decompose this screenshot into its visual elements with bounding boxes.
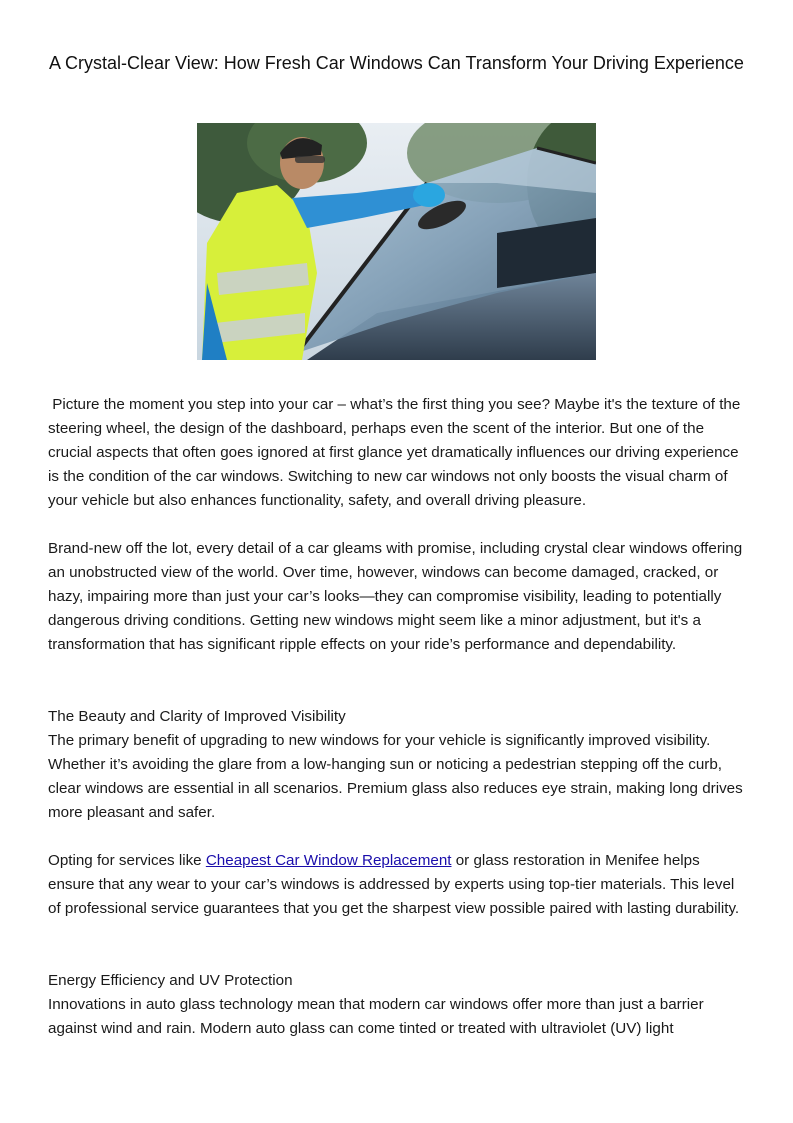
paragraph-services-after-link: or glass restoration in Menifee helps ensure that any wear to your car’s windows is addressed by experts using top-tier materials. This level of professional service guarantees that you get the sharpest view possible paired with lasting durability.	[48, 852, 740, 917]
section-visibility	[48, 705, 748, 825]
paragraph-services	[48, 849, 748, 921]
section-heading-energy: Energy Efficiency and UV Protection	[48, 972, 293, 989]
section-energy	[48, 969, 748, 1041]
intro-paragraph: Picture the moment you step into your car – what’s the first thing you see? Maybe it's the texture of the steering wheel, the design of the dashboard, perhaps even the scent of the interior. But one of the crucial aspects that often goes ignored at first glance yet dramatically influences our driving experience is the condition of the car windows. Switching to new car windows not only boosts the visual charm of your vehicle but also enhances functionality, safety, and overall driving pleasure.	[48, 396, 741, 509]
section-text-energy: Innovations in auto glass technology mean that modern car windows offer more than just a barrier against wind and rain. Modern auto glass can come tinted or treated with ultraviolet (UV) light	[48, 996, 704, 1037]
section-text-visibility: The primary benefit of upgrading to new windows for your vehicle is significantly improved visibility. Whether it’s avoiding the glare from a low-hanging sun or noticing a pedestrian stepping off the curb, clear windows are essential in all scenarios. Premium glass also reduces eye strain, making long drives more pleasant and safer.	[48, 732, 743, 821]
article-title: A Crystal-Clear View: How Fresh Car Windows Can Transform Your Driving Experience	[49, 53, 744, 73]
paragraph-services-before-link: Opting for services like	[48, 852, 206, 869]
paragraph-brand-new: Brand-new off the lot, every detail of a car gleams with promise, including crystal clear windows offering an unobstructed view of the world. Over time, however, windows can become damaged, cracked, or hazy, impairing more than just your car’s looks—they can compromise visibility, leading to potentially dangerous driving conditions. Getting new windows might seem like a minor adjustment, but it's a transformation that has significant ripple effects on your ride’s performance and dependability.	[48, 540, 743, 653]
cheapest-car-window-replacement-link[interactable]: Cheapest Car Window Replacement	[205, 852, 452, 869]
hero-image	[197, 123, 596, 360]
section-heading-visibility: The Beauty and Clarity of Improved Visibility	[48, 708, 346, 725]
hero-photo-illustration	[197, 123, 596, 360]
